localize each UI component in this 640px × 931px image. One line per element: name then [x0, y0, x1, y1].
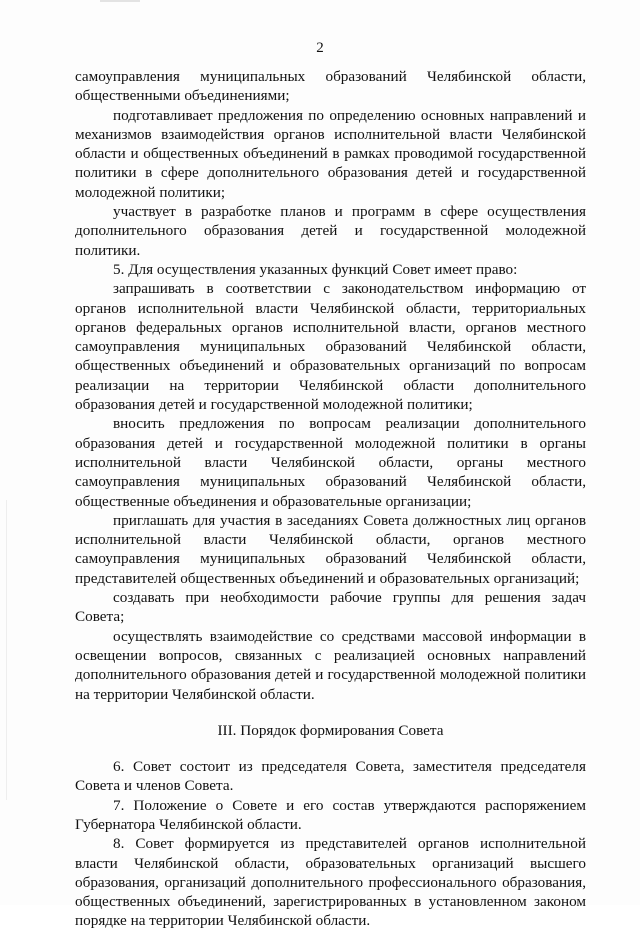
paragraph: 7. Положение о Совете и его состав утверждаются распоряжением Губернатора Челябинской области.	[75, 796, 586, 833]
scan-artifact	[100, 0, 140, 2]
scan-edge-artifact	[6, 500, 7, 800]
paragraph: 5. Для осуществления указанных функций Совет имеет право:	[113, 260, 518, 278]
document-body	[75, 67, 586, 931]
paragraph: 6. Совет состоит из председателя Совета, заместителя председателя Совета и членов Совета.	[75, 758, 586, 795]
paragraph-group-top	[75, 67, 586, 704]
paragraph: приглашать для участия в заседаниях Совета должностных лиц органов исполнительной власти Челябинской области, органов местного самоуправления муниципальных образований Челябинской области, представителей общественных объединений и образовательных организаций;	[75, 511, 586, 587]
paragraph: запрашивать в соответствии с законодательством информацию от органов исполнительной власти Челябинской области, территориальных органов федеральных органов исполнительной власти, органов местного самоуправления муниципальных образований Челябинской области, общественных объединений и образовательных организаций по вопросам реализации на территории Челябинской области дополнительного образования детей и государственной молодежной политики;	[75, 280, 586, 414]
paragraph: участвует в разработке планов и программ в сфере осуществления дополнительного образования детей и государственной молодежной политики.	[75, 203, 586, 259]
paragraph: 8. Совет формируется из представителей органов исполнительной власти Челябинской области, образовательных организаций высшего образования, организаций дополнительного профессионального образования, общественных объединений, зарегистрированных в установленном законом порядке на территории Челябинской области.	[75, 835, 586, 930]
paragraph: создавать при необходимости рабочие группы для решения задач Совета;	[75, 589, 586, 626]
paragraph: самоуправления муниципальных образований Челябинской области, общественными объединениями;	[75, 68, 586, 105]
paragraph: подготавливает предложения по определению основных направлений и механизмов взаимодействия органов исполнительной власти Челябинской области и общественных объединений в рамках проводимой государственной политики в сфере дополнительного образования детей и государственной молодежной политики;	[75, 106, 586, 201]
section-heading: III. Порядок формирования Совета	[217, 721, 444, 739]
paragraph: вносить предложения по вопросам реализации дополнительного образования детей и государственной молодежной политики в органы исполнительной власти Челябинской области, органы местного самоуправления муниципальных образований Челябинской области, общественные объединения и образовательные организации;	[75, 415, 586, 510]
paragraph: осуществлять взаимодействие со средствами массовой информации в освещении вопросов, связанных с реализацией основных направлений дополнительного образования детей и государственной молодежной политики на территории Челябинской области.	[75, 627, 586, 703]
page-number: 2	[316, 40, 324, 56]
